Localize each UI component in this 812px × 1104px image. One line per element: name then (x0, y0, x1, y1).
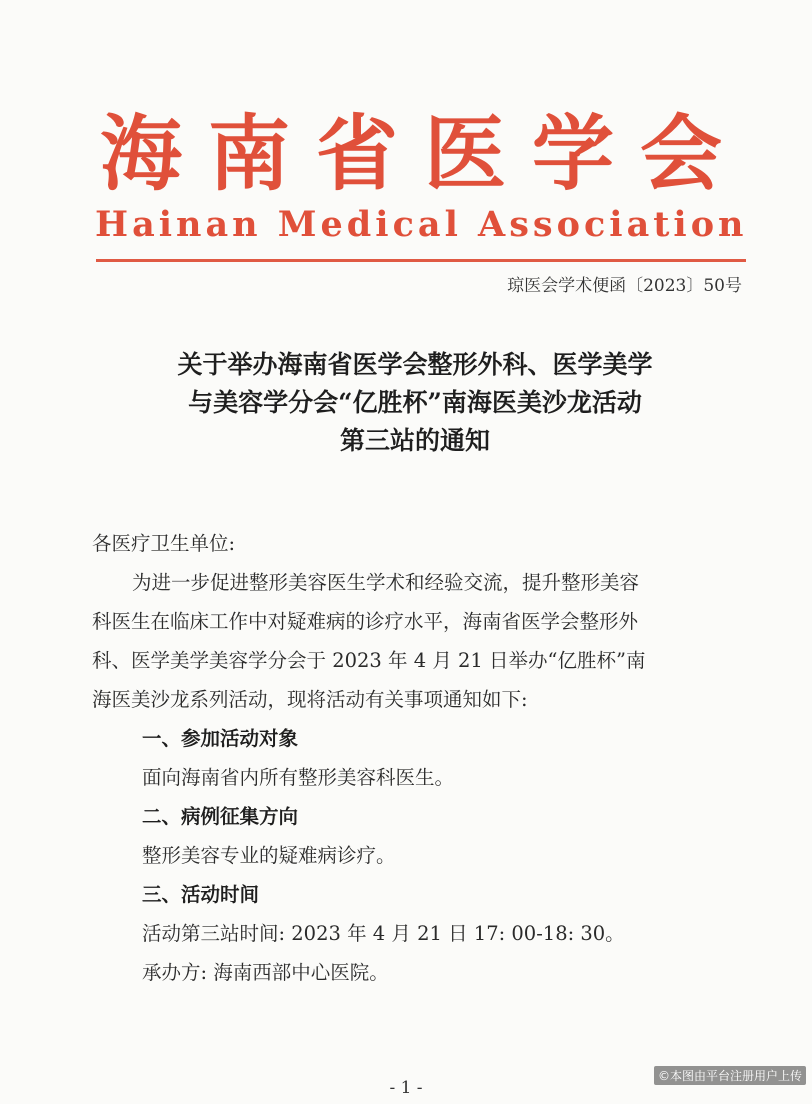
intro-line: 海医美沙龙系列活动，现将活动有关事项通知如下: (92, 688, 528, 711)
org-name-chinese: 海南省医学会 (100, 106, 749, 202)
org-name-english: Hainan Medical Association (95, 204, 748, 245)
section-text: 活动第三站时间: 2023 年 4 月 21 日 17: 00-18: 30。 (142, 922, 625, 945)
document-number: 琼医会学术便函〔2023〕50号 (507, 276, 742, 296)
section-heading: 一、参加活动对象 (142, 727, 299, 750)
notice-body (92, 524, 772, 992)
intro-line: 为进一步促进整形美容医生学术和经验交流，提升整形美容 (132, 571, 640, 594)
title-line: 与美容学分会“亿胜杯”南海医美沙龙活动 (188, 388, 642, 417)
intro-line: 科、医学美学美容学分会于 2023 年 4 月 21 日举办“亿胜杯”南 (92, 649, 646, 672)
section-text: 承办方: 海南西部中心医院。 (142, 961, 389, 984)
page-number: - 1 - (389, 1078, 423, 1098)
title-line: 关于举办海南省医学会整形外科、医学美学 (177, 350, 653, 379)
section-text: 整形美容专业的疑难病诊疗。 (142, 844, 396, 867)
section-heading: 三、活动时间 (142, 883, 260, 906)
title-line: 第三站的通知 (339, 426, 490, 455)
notice-title (70, 346, 760, 460)
salutation: 各医疗卫生单位: (92, 532, 236, 555)
section-heading: 二、病例征集方向 (142, 805, 299, 828)
intro-line: 科医生在临床工作中对疑难病的诊疗水平，海南省医学会整形外 (92, 610, 639, 633)
upload-watermark: ©本图由平台注册用户上传 (654, 1066, 806, 1085)
letterhead-divider (96, 259, 746, 262)
section-text: 面向海南省内所有整形美容科医生。 (142, 766, 455, 789)
